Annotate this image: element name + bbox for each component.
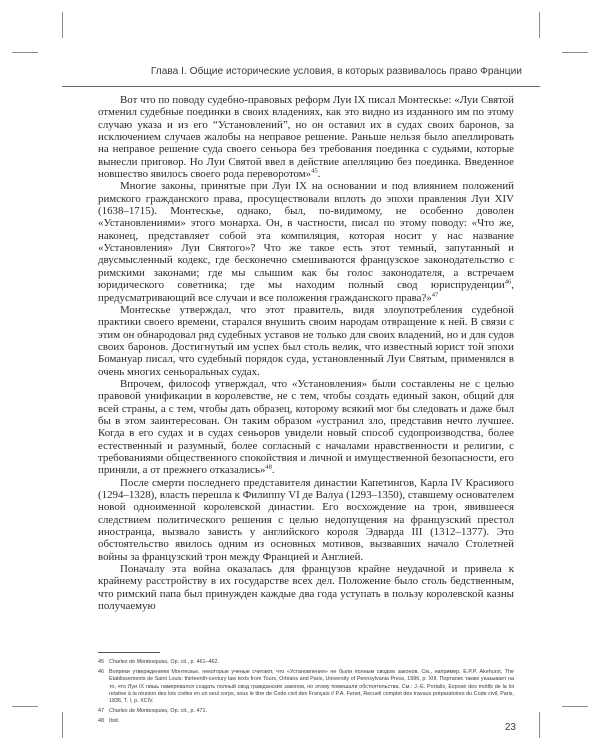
- crop-mark-top-right-h: [562, 52, 588, 53]
- running-header: Глава I. Общие исторические условия, в которых развивалось право Франции: [150, 66, 522, 77]
- footnote-text: Вопреки утверждениям Монтескье, некоторые ученые считают, что «Установления» не были полным сводом законов. См., например, E.P.P. Akehurst, The Etablissements de Saint Louis: thirteenth-century law texts from Tours, Orléans and Paris, University of Pennsylvania Press, 1996, p. XIII. Портапис также указывает на то, что Луи IX лишь намеревался создать полный свод гражданских законов, но этому помешали обстоятельства. См.: J.-E. Portalis, Exposé des motifs de la loi relative à la réunion des lois civiles en un seul corps, sous le titre de Code civil des Français // P.A. Fenet, Recueil complet des travaux préparatoires du Code civil, Paris, 1836, T. I, p. XCIV.: [109, 669, 514, 705]
- paragraph: [98, 477, 514, 563]
- header-rule: [62, 86, 540, 87]
- footnote-rule: [98, 652, 160, 653]
- paragraph: [98, 378, 514, 477]
- footnote-ref[interactable]: 45: [311, 167, 318, 175]
- footnote-number: 48: [98, 718, 104, 725]
- footnote: [98, 669, 514, 705]
- crop-mark-bottom-right-h: [562, 706, 588, 707]
- paragraph-tail: .: [317, 168, 321, 181]
- footnote-number: 47: [98, 708, 104, 715]
- crop-mark-bottom-left-v: [62, 712, 63, 738]
- paragraph-text: Монтескье утверждал, что этот правитель, видя злоупотребления судебной практики своего времени, старался внушить своим народам отвращение к ней. В связи с этим он обнародовал ряд судебных уставов не только для своих владений, но и для судов своих баронов. Достигнутый им успех был столь велик, что известный юрист той эпохи Бомануар писал, что судебный порядок суда, установленный Луи Святым, применялся в очень многих сеньоральных судах.: [98, 303, 514, 378]
- footnote: [98, 708, 514, 715]
- footnote-author: Charles de Montesquieu,: [109, 659, 169, 665]
- paragraph-text: Впрочем, философ утверждал, что «Установления» были составлены не с целью правовой унификации в королевстве, не с тем, чтобы создать единый закон, общий для всей страны, а с тем, чтобы дать образец, которому всякий мог бы следовать и даже был бы в этом заинтересован. Он таким образом «устранил зло, представив нечто лучшее. Когда в его судах и в судах сеньоров увидели новый способ судопроизводства, более естественный и разумный, более согласный с началами нравственности и религии, с требованиями общественного спокойствия и личной и имущественной безопасности, его приняли, а от прежнего отказались»: [98, 377, 514, 477]
- footnote: [98, 718, 514, 725]
- footnote-text: Ibid.: [109, 718, 120, 725]
- footnote-ref[interactable]: 46: [504, 278, 512, 286]
- footnote: [98, 659, 514, 666]
- footnote-text: Op. cit., p. 471.: [168, 708, 207, 715]
- main-text: [98, 94, 514, 612]
- crop-mark-top-left-h: [12, 52, 38, 53]
- crop-mark-top-left-v: [62, 12, 63, 38]
- crop-mark-bottom-right-v: [539, 712, 540, 738]
- footnote-author: Charles de Montesquieu,: [109, 708, 169, 715]
- paragraph: [98, 94, 514, 180]
- paragraph: [98, 180, 514, 303]
- paragraph-text: Многие законы, принятые при Луи IX на основании и под влиянием положений римского гражданского права, просуществовали вплоть до эпохи правления Луи XIV (1638–1715). Монтескье, однако, был, по-видимому, не особенно доволен «Установлениями» этого монарха. Он, в частности, писал по этому поводу: «Что же, наконец, представляет собой эта компиляция, которая носит у нас название «Установления» Луи Святого»? Что же такое есть этот темный, запутанный и двусмысленный кодекс, где бесконечно смешиваются французское законодательство с римскими законами; где мы слышим как бы голос законодателя, а встречаем юридического советника; где мы находим полный свод юриспруденции: [98, 180, 514, 292]
- footnote-ref[interactable]: 47: [431, 290, 439, 298]
- page-number: 23: [504, 722, 516, 733]
- footnote-number: 45: [98, 659, 104, 665]
- footnote-ref[interactable]: 48: [265, 463, 272, 471]
- paragraph-tail: , предусматривающий все случаи и все положения гражданского права?»: [98, 279, 514, 304]
- crop-mark-bottom-left-h: [12, 706, 38, 707]
- crop-mark-top-right-v: [539, 12, 540, 38]
- paragraph: [98, 304, 514, 378]
- footnotes: [98, 659, 514, 729]
- paragraph: [98, 563, 514, 612]
- footnote-text: Op. cit., p. 461–462.: [168, 659, 219, 665]
- paragraph-text: После смерти последнего представителя династии Капетингов, Карла IV Красивого (1294–1328), власть перешла к Филиппу VI де Валуа (1293–1350), ставшему основателем новой одноименной королевской династии. Его восхождение на трон, явившееся следствием политического решения с целью недопущения на французский престол иностранца, вызвало зависть у английского короля Эдварда III (1312–1377). Это обстоятельство явилось одним из основных мотивов, вызвавших начало Столетней войны за французский трон между Францией и Англией.: [98, 476, 514, 563]
- footnote-number: 46: [98, 669, 104, 676]
- paragraph-tail: .: [271, 464, 275, 477]
- paragraph-text: Вот что по поводу судебно-правовых реформ Луи IX писал Монтескье: «Луи Святой отменил судебные поединки в своих владениях, как это видно из изданного им по этому случаю указа и из его “Установлений”, но он оставил их в судах своих баронов, за исключением случаев жалобы на неправое решение. Раньше нельзя было апеллировать на неправое решение суда своего сеньора без требования поединка с судьями, которые вынесли приговор. Но Луи Святой ввел в действие апелляцию без поединка. Введенное новшество явилось своего рода переворотом»: [98, 94, 514, 181]
- paragraph-text: Поначалу эта война оказалась для французов крайне неудачной и привела к крайнему расстройству в их государстве всех дел. Положение было столь бедственным, что римский папа был принужден каждые два года уступать в пользу королевской казны получаемую: [98, 563, 514, 613]
